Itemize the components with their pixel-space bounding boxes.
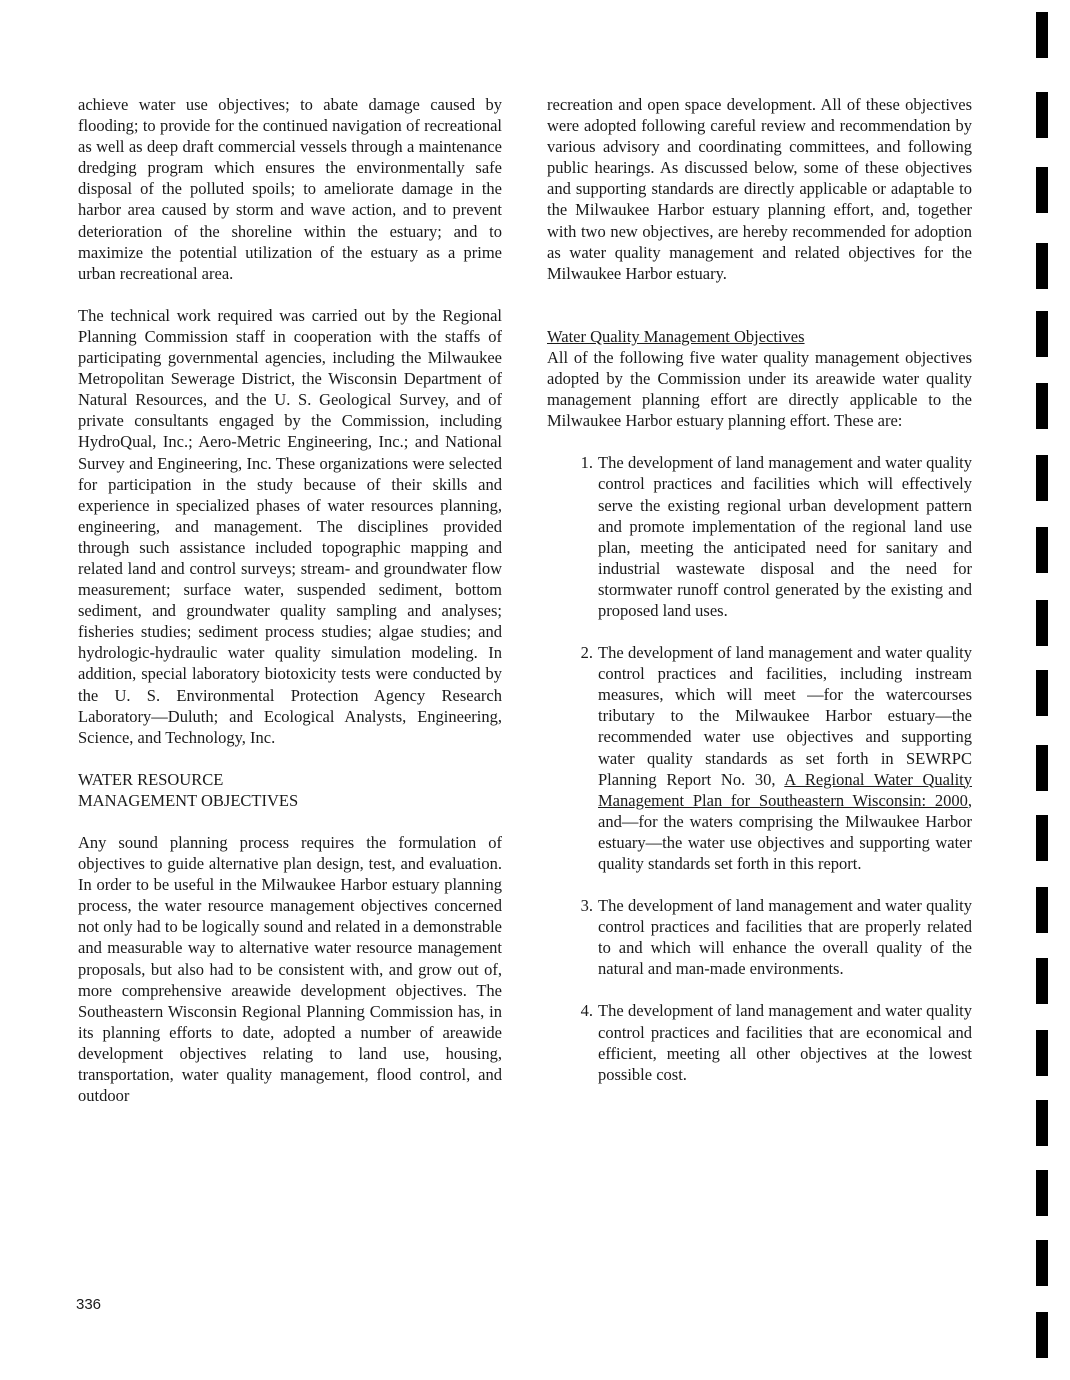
paragraph: achieve water use objectives; to abate damage caused by flooding; to provide for the continued navigation of recreational as well as deep draft commercial vessels through a maintenance dredging program which ensures the environmentally safe disposal of the polluted spoils; to ameliorate damage in the harbor area caused by storm and wave action, and to prevent deterioration of the shoreline within the estuary; and to maximize the potential utilization of the estuary as a prime urban recreational area. bbox=[78, 95, 502, 283]
registration-mark bbox=[1036, 455, 1048, 501]
registration-mark bbox=[1036, 815, 1048, 861]
section-heading-line: MANAGEMENT OBJECTIVES bbox=[78, 790, 299, 810]
list-item-text: The development of land management and water quality control practices and facilities which will effectively serve the existing regional urban development pattern and promote implementation of the regional land use plan, meeting the anticipated need for sanitary and industrial wastewate disposal and the need for stormwater runoff control generated by the existing and proposed land uses. bbox=[598, 453, 972, 620]
left-column bbox=[78, 94, 502, 1106]
list-item bbox=[547, 452, 972, 621]
list-item-number: 2. bbox=[580, 643, 593, 663]
registration-mark bbox=[1036, 958, 1048, 1004]
objectives-list bbox=[547, 452, 972, 1085]
list-item-number: 4. bbox=[580, 1001, 593, 1021]
list-item bbox=[547, 1000, 972, 1084]
registration-mark bbox=[1036, 92, 1048, 138]
paragraph: All of the following five water quality management objectives adopted by the Commission under its areawide water quality management planning effort are directly applicable to the Milwaukee Harbor estuary planning effort. These are: bbox=[547, 347, 972, 431]
list-item bbox=[547, 895, 972, 979]
registration-mark bbox=[1036, 1170, 1048, 1216]
registration-mark bbox=[1036, 311, 1048, 357]
paragraph: The technical work required was carried out by the Regional Planning Commission staff in cooperation with the staffs of participating governmental agencies, including the Milwaukee Metropolitan Sewerage District, the Wisconsin Department of Natural Resources, and the U. S. Geological Survey, and of private consultants engaged by the Commission, including HydroQual, Inc.; Aero-Metric Engineering, Inc.; and National Survey and Engineering, Inc. These organizations were selected for participation in the study because of their skills and experience in specialized phases of water resources planning, engineering, and management. The disciplines provided through such assistance included topographic mapping and related land and control surveys; stream- and groundwater flow measurement; surface water, suspended sediment, bottom sediment, and groundwater quality sampling and analyses; fisheries studies; sediment process studies; algae studies; and hydrologic-hydraulic water quality simulation modeling. In addition, special laboratory biotoxicity tests were conducted by the U. S. Environmental Protection Agency Research Laboratory—Duluth; and Ecological Analysts, Engineering, Science, and Technology, Inc. bbox=[78, 305, 502, 747]
registration-mark bbox=[1036, 600, 1048, 646]
registration-mark bbox=[1036, 12, 1048, 58]
section-heading-line: WATER RESOURCE bbox=[78, 769, 224, 789]
registration-mark bbox=[1036, 1100, 1048, 1146]
section-heading bbox=[78, 769, 502, 811]
paragraph: recreation and open space development. All of these objectives were adopted following careful review and recommendation by various advisory and coordinating committees, and following public hearings. As discussed below, some of these objectives and supporting standards are directly applicable or adaptable to the Milwaukee Harbor estuary planning effort, and, together with two new objectives, are hereby recommended for adoption as water quality management and related objectives for the Milwaukee Harbor estuary. bbox=[547, 95, 972, 283]
registration-mark bbox=[1036, 383, 1048, 429]
registration-mark bbox=[1036, 745, 1048, 791]
subheading: Water Quality Management Objectives bbox=[547, 326, 805, 346]
registration-mark bbox=[1036, 1240, 1048, 1286]
list-item-text: The development of land management and water quality control practices and facilities, including instream measures, which will meet —for the watercourses tributary to the Milwaukee Harbor estuary—the recommended water use objectives and supporting water quality standards as set forth in SEWRPC Planning Report No. 30, A Regional Water Quality Management Plan for Southeastern Wisconsin: 2000, and—for the waters comprising the Milwaukee Harbor estuary—the water use objectives and supporting water quality standards set forth in this report. bbox=[598, 643, 972, 873]
registration-mark bbox=[1036, 167, 1048, 213]
list-item-number: 3. bbox=[580, 896, 593, 916]
list-item-text: The development of land management and water quality control practices and facilities that are properly related to and which will enhance the overall quality of the natural and man-made environments. bbox=[598, 896, 972, 979]
registration-mark bbox=[1036, 243, 1048, 289]
report-title: A Regional Water Quality Management Plan for Southeastern Wisconsin: 2000 bbox=[598, 769, 972, 810]
list-item-number: 1. bbox=[580, 453, 593, 473]
list-item bbox=[547, 642, 972, 874]
registration-mark bbox=[1036, 527, 1048, 573]
registration-mark bbox=[1036, 887, 1048, 933]
list-item-text: The development of land management and water quality control practices and facilities that are economical and efficient, meeting all other objectives at the lowest possible cost. bbox=[598, 1001, 972, 1084]
paragraph: Any sound planning process requires the formulation of objectives to guide alternative plan design, test, and evaluation. In order to be useful in the Milwaukee Harbor estuary planning process, the water resource management objectives concerned not only had to be logically sound and related in a demonstrable and measurable way to alternative water resource management proposals, but also had to be consistent with, and grow out of, more comprehensive areawide development objectives. The Southeastern Wisconsin Regional Planning Commission has, in its planning efforts to date, adopted a number of areawide development objectives relating to land use, housing, transportation, water quality management, flood control, and outdoor bbox=[78, 833, 502, 1106]
scan-registration-marks bbox=[1036, 0, 1050, 1380]
registration-mark bbox=[1036, 1312, 1048, 1358]
right-column bbox=[547, 94, 972, 1106]
registration-mark bbox=[1036, 1030, 1048, 1076]
page-number: 336 bbox=[76, 1296, 102, 1313]
registration-mark bbox=[1036, 670, 1048, 716]
